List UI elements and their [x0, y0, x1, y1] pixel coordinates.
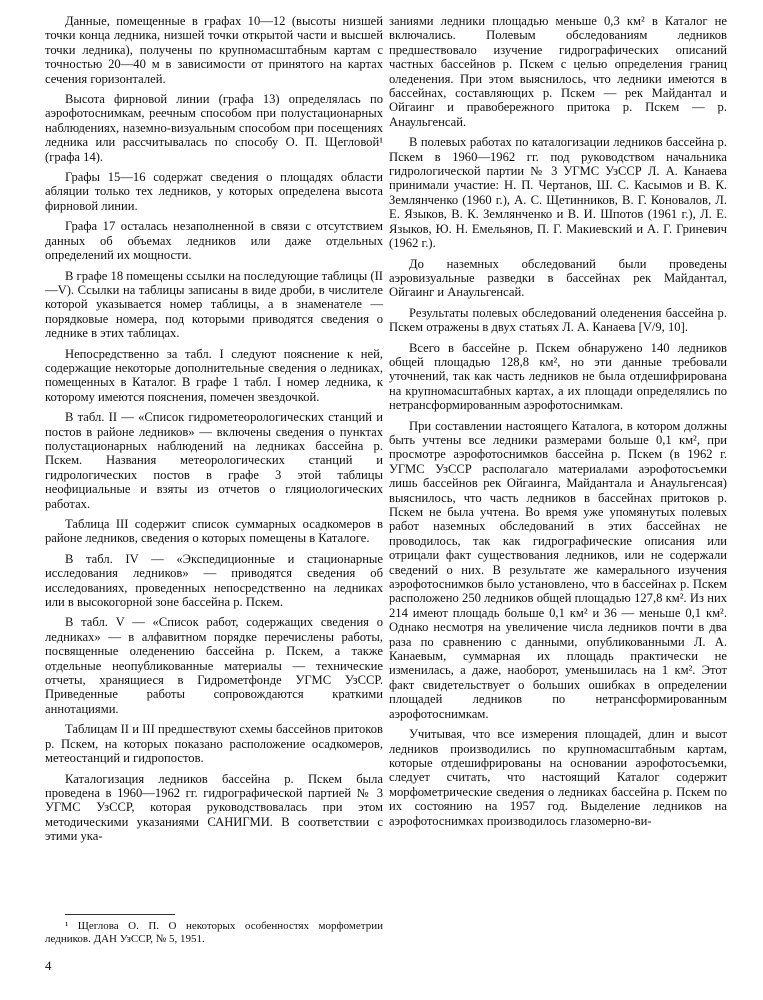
paragraph-cataloguing: Каталогизация ледников бассейна р. Пскем была проведена в 1960—1962 гг. гидрографической партией № 3 УГМС УзССР, которая руководствовалась при этом методическими указаниями САНИГМИ. В соответствии с этими ука-	[45, 771, 383, 844]
page-number: 4	[45, 958, 52, 973]
paragraph-notes: Непосредственно за табл. I следуют пояснение к ней, содержащие некоторые дополнительные сведения о ледниках, помещенных в Каталог. В графе 1 табл. I номер ледника, к которому имеются пояснения, помечен звездочкой.	[45, 346, 383, 404]
paragraph-total-glaciers: Всего в бассейне р. Пскем обнаружено 140 ледников общей площадью 128,8 км², но эти данные требовали уточнений, так как часть ледников не была отдешифрирована на крупномасштабных картах, а их площади определялись по нетрансформированным аэрофотоснимкам.	[389, 340, 727, 413]
paragraph-measurements: Учитывая, что все измерения площадей, длин и высот ледников производились по крупномасштабным картам, которые отдешифрированы на основании аэрофотосъемки, следует считать, что настоящий Каталог содержит морфометрические сведения о ледниках бассейна р. Пскем по их состоянию на 1957 год. Выделение ледников на аэрофотоснимках производилось глазомерно-ви-	[389, 727, 727, 828]
paragraph-volume: Графа 17 осталась незаполненной в связи с отсутствием данных об объемах ледников или даже отдельных определений их мощности.	[45, 219, 383, 263]
paragraph-ablation: Графы 15—16 содержат сведения о площадях области абляции только тех ледников, у которых определена высота фирновой линии.	[45, 170, 383, 213]
left-column	[45, 14, 383, 850]
right-column	[389, 14, 727, 834]
paragraph-compilation: При составлении настоящего Каталога, в котором должны быть учтены все ледники размерами больше 0,1 км², при просмотре аэрофотоснимков бассейна р. Пскем (в 1962 г. УГМС УзССР располагало материалами аэрофотосъемки лишь бассейнов рек Ойгаинга, Майдантала и Анаульгенсая) выяснилось, что часть ледников в бассейнах притоков р. Пскем не была учтена. Во время уже упомянутых полевых работ наземных обследований в этих бассейнах не проводилось, так как гидрографические описания или отрицали факт существования ледников, или не содержали сведений о них. В результате же камерального изучения аэрофотоснимков было установлено, что в бассейнах р. Пскем расположено 250 ледников общей площадью 127,8 км². Из них 214 имеют площадь больше 0,1 км² и 36 — меньше 0,1 км². Однако несмотря на увеличение числа ледников почти в два раза по сравнению с данными, опубликованными Л. А. Канаевым, суммарная их площадь практически не изменилась, а даже, наоборот, уменьшилась на 1 км². Этот факт свидетельствует о больших ошибках в определении площадей ледников по нетрансформированным аэрофотоснимкам.	[389, 418, 727, 721]
paragraph-results: Результаты полевых обследований оледенения бассейна р. Пскем отражены в двух статьях Л. А. Канаева [V/9, 10].	[389, 305, 727, 335]
paragraph-table-5: В табл. V — «Список работ, содержащих сведения о ледниках» — в алфавитном порядке перечислены работы, посвященные оледенению бассейна р. Пскем, а также отдельные неопубликованные материалы — технические отчеты, хранящиеся в Гидрометфонде УГМС УзССР. Приведенные работы сопровождаются краткими аннотациями.	[45, 615, 383, 716]
paragraph-table-4: В табл. IV — «Экспедиционные и стационарные исследования ледников» — приводятся сведения об исследованиях, проведенных непосредственно на ледниках или в высокогорной зоне бассейна р. Пскем.	[45, 551, 383, 610]
paragraph-firn-line: Высота фирновой линии (графа 13) определялась по аэрофотоснимкам, реечным способом при полустационарных наблюдениях, наземно-визуальным способом при посещениях ледника или рассчитывалась по способу О. П. Щегловой¹ (графа 14).	[45, 92, 383, 164]
footnote-divider	[65, 914, 175, 915]
footnote	[45, 920, 383, 946]
paragraph-heights: Данные, помещенные в графах 10—12 (высоты низшей точки конца ледника, низшей точки открытой части и высшей точки ледника), получены по крупномасштабным картам с точностью 20—40 м в зависимости от принятого на картах сечения горизонталей.	[45, 14, 383, 86]
paragraph-schemes: Таблицам II и III предшествуют схемы бассейнов притоков р. Пскем, на которых показано расположение осадкомеров, метеостанций и гидропостов.	[45, 722, 383, 766]
paragraph-participants: В полевых работах по каталогизации ледников бассейна р. Пскем в 1960—1962 гг. под руководством начальника гидрологической партии № 3 УГМС УзССР Л. А. Канаева принимали участие: Н. П. Чертанов, Ш. С. Касымов и В. К. Землянченко (1960 г.), А. С. Щетинников, В. Г. Коновалов, Л. Е. Языков, В. К. Землянченко и В. И. Шпотов (1961 г.), Л. Е. Языков, Ю. Н. Емельянов, П. Г. Макиевский и А. Г. Гриневич (1962 г.).	[389, 135, 727, 251]
footnote-text: ¹ Щеглова О. П. О некоторых особенностях морфометрии ледников. ДАН УзССР, № 5, 1951.	[45, 920, 383, 945]
paragraph-continuation: заниями ледники площадью меньше 0,3 км² в Каталог не включались. Полевым обследованиям ледников предшествовало изучение гидрографических описаний частных бассейнов р. Пскем с целью определения границ оледенения. При этом выяснилось, что ледники имеются в бассейнах, составляющих р. Пскем — рек Майдантал и Ойгаинг и правобережного притока р. Пскем — р. Анаульгенсай.	[389, 14, 727, 129]
paragraph-table-2: В табл. II — «Список гидрометеорологических станций и постов в районе ледников» — включены сведения о пунктах полустационарных наблюдений на ледниках бассейна р. Пскем. Названия метеорологических станций и гидрологических постов в графе 3 этой таблицы неофициальные и взяты из отчетов о гляциологических работах.	[45, 410, 383, 511]
paragraph-references: В графе 18 помещены ссылки на последующие таблицы (II—V). Ссылки на таблицы записаны в виде дроби, в числителе которой указывается номер таблицы, а в знаменателе — порядковые номера, под которыми приводятся сведения о леднике в этих таблицах.	[45, 268, 383, 341]
paragraph-table-3: Таблица III содержит список суммарных осадкомеров в районе ледников, сведения о которых помещены в Каталоге.	[45, 517, 383, 546]
paragraph-aerial-survey: До наземных обследований были проведены аэровизуальные разведки в бассейнах рек Майдантал, Ойгаинг и Анаульгенсай.	[389, 256, 727, 300]
